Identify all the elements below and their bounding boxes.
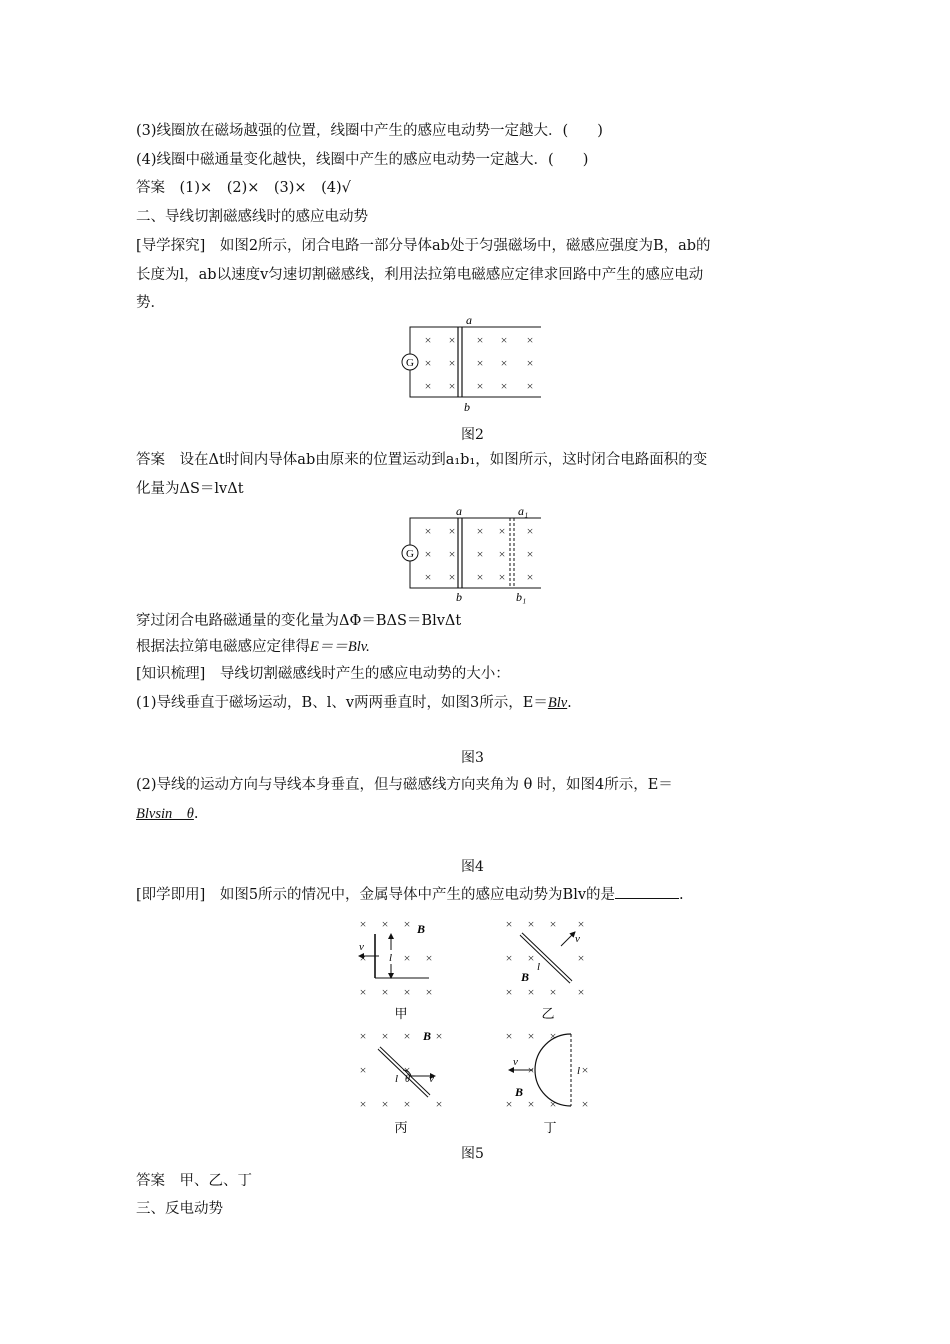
knowledge-2-line-2 — [136, 804, 198, 824]
field-cross: × — [448, 356, 456, 370]
subfig-yi: 乙 — [541, 1006, 555, 1021]
field-cross: × — [424, 524, 432, 538]
label-a1: a₁ — [518, 504, 529, 518]
field-cross: × — [476, 333, 484, 347]
label-l: l — [537, 961, 541, 973]
field-cross: × — [359, 1097, 367, 1111]
answer-1: 答案 (1)× (2)× (3)× (4)√ — [136, 180, 351, 196]
field-cross: × — [549, 917, 557, 931]
subfig-bing: 丙 — [394, 1120, 408, 1135]
label-B: B — [521, 970, 530, 984]
question-3: (3)线圈放在磁场越强的位置，线圈中产生的感应电动势一定越大．( ) — [136, 123, 603, 139]
field-cross: × — [498, 570, 506, 584]
practice-suffix: . — [679, 887, 684, 903]
explore-line-3: 势． — [136, 295, 165, 311]
field-cross: × — [577, 951, 585, 965]
label-v: v — [359, 941, 364, 953]
field-cross: × — [381, 985, 389, 999]
field-cross: × — [498, 547, 506, 561]
field-cross: × — [526, 333, 534, 347]
field-cross: × — [359, 917, 367, 931]
galvanometer-label: G — [406, 357, 414, 369]
label-v: v — [513, 1056, 518, 1068]
figure-3-caption: 图3 — [461, 750, 484, 766]
field-cross: × — [476, 524, 484, 538]
label-B: B — [515, 1085, 524, 1099]
field-cross: × — [381, 1029, 389, 1043]
field-cross: × — [526, 570, 534, 584]
field-cross: × — [476, 547, 484, 561]
field-cross: × — [526, 547, 534, 561]
field-cross: × — [476, 379, 484, 393]
field-cross: × — [527, 1097, 535, 1111]
field-cross: × — [424, 570, 432, 584]
label-l: l — [577, 1065, 581, 1077]
answer-2-line-1: 答案 设在Δt时间内导体ab由原来的位置运动到a₁b₁，如图所示，这时闭合电路面积的变 — [136, 452, 708, 468]
label-b: b — [456, 590, 462, 604]
field-cross: × — [527, 917, 535, 931]
field-cross: × — [476, 570, 484, 584]
knowledge-1-answer: Blv — [547, 695, 568, 711]
knowledge-1 — [136, 693, 572, 713]
field-cross: × — [403, 985, 411, 999]
figure-4-caption: 图4 — [461, 859, 484, 875]
field-cross: × — [424, 379, 432, 393]
field-cross: × — [448, 570, 456, 584]
field-cross: × — [505, 1097, 513, 1111]
field-cross: × — [500, 356, 508, 370]
figure-2 — [400, 312, 550, 416]
field-cross: × — [549, 1097, 557, 1111]
field-cross: × — [505, 951, 513, 965]
field-cross: × — [403, 1029, 411, 1043]
practice-text: [即学即用] 如图5所示的情况中，金属导体中产生的感应电动势为Blv的是 — [136, 887, 616, 903]
field-cross: × — [527, 985, 535, 999]
faraday-prefix: 根据法拉第电磁感应定律得 — [136, 639, 310, 655]
field-cross: × — [549, 1029, 557, 1043]
galvanometer-label: G — [406, 548, 414, 560]
field-cross: × — [381, 1097, 389, 1111]
field-cross: × — [403, 1097, 411, 1111]
field-cross: × — [505, 985, 513, 999]
field-cross: × — [359, 1063, 367, 1077]
label-l: l — [389, 952, 393, 964]
field-cross: × — [448, 333, 456, 347]
answer-3: 答案 甲、乙、丁 — [136, 1173, 252, 1189]
field-cross: × — [527, 951, 535, 965]
field-cross: × — [500, 379, 508, 393]
field-cross: × — [505, 1029, 513, 1043]
subfig-jia: 甲 — [394, 1006, 408, 1021]
knowledge-1-text: (1)导线垂直于磁场运动，B、l、v两两垂直时，如图3所示，E＝ — [136, 695, 548, 711]
knowledge-2-suffix: . — [193, 806, 199, 822]
field-cross: × — [425, 985, 433, 999]
field-cross: × — [381, 917, 389, 931]
field-cross: × — [424, 356, 432, 370]
field-cross: × — [435, 1029, 443, 1043]
field-cross: × — [527, 1063, 535, 1077]
field-cross: × — [526, 379, 534, 393]
field-cross: × — [498, 524, 506, 538]
label-B: B — [417, 922, 426, 936]
knowledge-2-answer: Blvsin θ — [136, 806, 194, 822]
label-b: b — [464, 400, 470, 414]
explore-line-2: 长度为l，ab以速度v匀速切割磁感线，利用法拉第电磁感应定律求回路中产生的感应电动 — [136, 267, 704, 283]
figure-5 — [345, 910, 605, 1140]
label-v: v — [429, 1073, 434, 1085]
faraday-formula: E＝＝Blv. — [310, 639, 370, 655]
knowledge-1-suffix: . — [567, 695, 572, 711]
field-cross: × — [403, 951, 411, 965]
subfig-ding: 丁 — [543, 1120, 557, 1135]
label-theta: θ — [405, 1074, 410, 1085]
answer-2-line-2: 化量为ΔS＝lvΔt — [136, 481, 244, 497]
figure-answer — [400, 503, 550, 605]
field-cross: × — [526, 524, 534, 538]
field-cross: × — [549, 985, 557, 999]
section-3-title: 三、反电动势 — [136, 1201, 223, 1217]
explore-line-1: [导学探究] 如图2所示，闭合电路一部分导体ab处于匀强磁场中，磁感应强度为B，ab的 — [136, 238, 711, 254]
field-cross: × — [403, 917, 411, 931]
figure-5-caption: 图5 — [461, 1146, 484, 1162]
label-v: v — [575, 933, 580, 945]
label-b1: b₁ — [516, 590, 527, 604]
flux-change: 穿过闭合电路磁通量的变化量为ΔΦ＝BΔS＝BlvΔt — [136, 613, 462, 629]
question-4: (4)线圈中磁通量变化越快，线圈中产生的感应电动势一定越大．( ) — [136, 152, 589, 168]
label-a: a — [466, 313, 472, 327]
field-cross: × — [527, 1029, 535, 1043]
field-cross: × — [425, 951, 433, 965]
field-cross: × — [476, 356, 484, 370]
knowledge-title: [知识梳理] 导线切割磁感线时产生的感应电动势的大小： — [136, 666, 510, 682]
answer-blank[interactable] — [615, 884, 679, 899]
field-cross: × — [359, 951, 367, 965]
figure-2-caption: 图2 — [461, 427, 484, 443]
field-cross: × — [526, 356, 534, 370]
practice-question — [136, 884, 684, 905]
field-cross: × — [359, 985, 367, 999]
field-cross: × — [581, 1063, 589, 1077]
field-cross: × — [435, 1097, 443, 1111]
field-cross: × — [505, 917, 513, 931]
field-cross: × — [424, 547, 432, 561]
field-cross: × — [577, 985, 585, 999]
field-cross: × — [581, 1097, 589, 1111]
field-cross: × — [577, 917, 585, 931]
knowledge-2-line-1: (2)导线的运动方向与导线本身垂直，但与磁感线方向夹角为 θ 时，如图4所示，E＝ — [136, 777, 673, 793]
label-l: l — [395, 1073, 399, 1085]
field-cross: × — [359, 1029, 367, 1043]
field-cross: × — [424, 333, 432, 347]
field-cross: × — [500, 333, 508, 347]
label-a: a — [456, 504, 462, 518]
field-cross: × — [448, 524, 456, 538]
field-cross: × — [448, 547, 456, 561]
faraday-law — [136, 637, 370, 657]
section-2-title: 二、导线切割磁感线时的感应电动势 — [136, 209, 368, 225]
label-B: B — [423, 1029, 432, 1043]
field-cross: × — [403, 1063, 411, 1077]
field-cross: × — [448, 379, 456, 393]
